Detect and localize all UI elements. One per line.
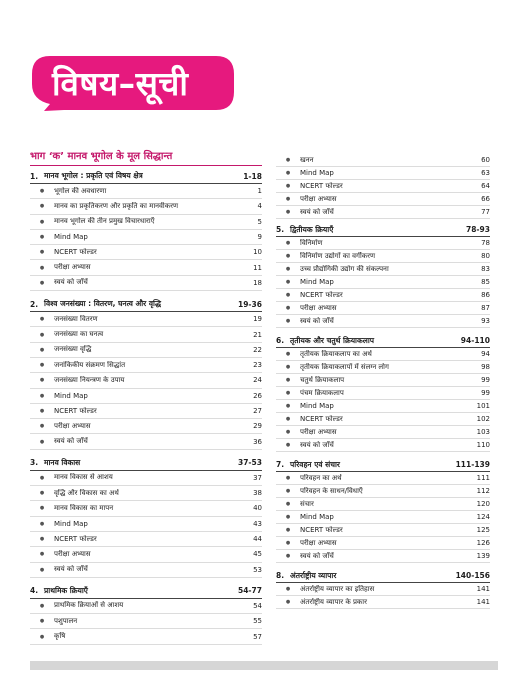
toc-item-page: 36 bbox=[253, 437, 262, 446]
toc-item[interactable] bbox=[30, 215, 262, 230]
bullet-icon: ● bbox=[285, 553, 291, 559]
bullet-icon: ● bbox=[39, 490, 45, 497]
chapter-number: 4. bbox=[30, 586, 39, 596]
chapter-title: मानव विकास bbox=[44, 457, 81, 467]
chapter-heading[interactable] bbox=[30, 169, 262, 184]
toc-item-title: परिवहन के साधन/विधाएँ bbox=[300, 486, 363, 495]
toc-item[interactable] bbox=[30, 343, 262, 358]
bullet-icon: ● bbox=[39, 377, 45, 384]
chapter-title: विश्व जनसंख्या : वितरण, घनत्व और वृद्धि bbox=[44, 299, 161, 309]
part-heading: भाग ‘क’ मानव भूगोल के मूल सिद्धान्त bbox=[30, 148, 262, 166]
bullet-icon: ● bbox=[285, 501, 291, 507]
bullet-icon: ● bbox=[285, 540, 291, 546]
chapter-number: 1. bbox=[30, 171, 39, 181]
toc-item[interactable] bbox=[30, 599, 262, 614]
bullet-icon: ● bbox=[39, 279, 45, 286]
toc-item[interactable] bbox=[276, 250, 490, 263]
bullet-icon: ● bbox=[39, 362, 45, 369]
toc-item[interactable] bbox=[30, 563, 262, 578]
toc-item[interactable] bbox=[30, 532, 262, 547]
toc-item-page: 54 bbox=[253, 601, 262, 610]
toc-item[interactable] bbox=[30, 276, 262, 291]
chapter-heading[interactable] bbox=[276, 334, 490, 348]
chapter-title: द्वितीयक क्रियाएँ bbox=[290, 224, 334, 234]
toc-item-title: मानव का प्रकृतिकरण और प्रकृति का मानवीकरण bbox=[54, 201, 179, 210]
left-column bbox=[30, 148, 262, 651]
toc-item-page: 93 bbox=[481, 317, 490, 325]
toc-item-title: जनसंख्या वृद्धि bbox=[54, 345, 92, 354]
chapter-number: 3. bbox=[30, 458, 39, 468]
chapter-block bbox=[30, 297, 262, 450]
toc-item-page: 94 bbox=[481, 350, 490, 358]
bullet-icon: ● bbox=[285, 364, 291, 370]
toc-item-title: प्राथमिक क्रियाओं से आशय bbox=[54, 601, 124, 610]
toc-item-title: Mind Map bbox=[54, 233, 88, 242]
toc-item[interactable] bbox=[276, 439, 490, 452]
toc-item[interactable] bbox=[30, 245, 262, 260]
toc-item[interactable] bbox=[276, 537, 490, 550]
chapter-block bbox=[276, 334, 490, 452]
right-column bbox=[276, 154, 490, 615]
bullet-icon: ● bbox=[285, 442, 291, 448]
bullet-icon: ● bbox=[285, 266, 291, 272]
bullet-icon: ● bbox=[285, 305, 291, 311]
toc-item[interactable] bbox=[276, 263, 490, 276]
chapter-title: अंतर्राष्ट्रीय व्यापार bbox=[290, 570, 337, 580]
chapter-heading[interactable] bbox=[30, 584, 262, 599]
bullet-icon: ● bbox=[285, 279, 291, 285]
toc-item[interactable] bbox=[30, 517, 262, 532]
toc-item-title: परीक्षा अभ्यास bbox=[300, 538, 337, 547]
toc-item-page: 60 bbox=[481, 156, 490, 164]
toc-item[interactable] bbox=[276, 596, 490, 609]
toc-item-page: 126 bbox=[476, 539, 490, 547]
toc-item-title: संचार bbox=[300, 499, 314, 508]
toc-item-title: वृद्धि और विकास का अर्थ bbox=[54, 488, 119, 497]
toc-item[interactable] bbox=[276, 426, 490, 439]
title-banner bbox=[30, 54, 236, 112]
toc-item[interactable] bbox=[30, 389, 262, 404]
chapter-page-range: 37-53 bbox=[238, 458, 262, 468]
toc-item-page: 99 bbox=[481, 389, 490, 397]
bullet-icon: ● bbox=[285, 475, 291, 481]
toc-item-page: 53 bbox=[253, 565, 262, 574]
toc-item-title: परीक्षा अभ्यास bbox=[300, 303, 337, 312]
toc-item-title: तृतीयक क्रियाकलापों में संलग्न लोग bbox=[300, 362, 389, 371]
toc-item-title: स्वयं को जाँचें bbox=[54, 565, 88, 574]
bullet-icon: ● bbox=[285, 586, 291, 592]
toc-item[interactable] bbox=[276, 193, 490, 206]
toc-item[interactable] bbox=[30, 486, 262, 501]
toc-item-title: NCERT फोल्डर bbox=[300, 414, 343, 423]
toc-item-page: 98 bbox=[481, 363, 490, 371]
toc-item[interactable] bbox=[276, 237, 490, 250]
toc-item-title: परीक्षा अभ्यास bbox=[300, 427, 337, 436]
toc-item-page: 112 bbox=[476, 487, 490, 495]
toc-item-title: NCERT फोल्डर bbox=[54, 247, 97, 256]
toc-item-page: 111 bbox=[476, 474, 490, 482]
bullet-icon: ● bbox=[285, 318, 291, 324]
chapter-block bbox=[30, 169, 262, 291]
toc-item-title: Mind Map bbox=[54, 391, 88, 400]
bullet-icon: ● bbox=[39, 602, 45, 609]
toc-item-page: 139 bbox=[476, 552, 490, 560]
toc-item-title: परीक्षा अभ्यास bbox=[300, 194, 337, 203]
toc-item-page: 55 bbox=[253, 617, 262, 626]
chapter-title: तृतीयक और चतुर्थ क्रियाकलाप bbox=[290, 335, 375, 345]
chapter-block bbox=[276, 223, 490, 328]
bullet-icon: ● bbox=[285, 429, 291, 435]
bullet-icon: ● bbox=[285, 488, 291, 494]
toc-item-page: 80 bbox=[481, 252, 490, 260]
toc-item-title: खनन bbox=[300, 155, 314, 164]
toc-item[interactable] bbox=[30, 471, 262, 486]
toc-item-page: 27 bbox=[253, 407, 262, 415]
toc-item[interactable] bbox=[276, 524, 490, 537]
toc-item-title: Mind Map bbox=[300, 513, 334, 521]
toc-item-title: स्वयं को जाँचें bbox=[300, 316, 334, 325]
toc-item-page: 29 bbox=[253, 422, 262, 431]
bullet-icon: ● bbox=[285, 527, 291, 533]
toc-item-page: 18 bbox=[253, 278, 262, 287]
toc-item-page: 87 bbox=[481, 304, 490, 312]
toc-item[interactable] bbox=[30, 260, 262, 275]
toc-item-title: मानव विकास से आशय bbox=[54, 473, 113, 482]
toc-item-page: 125 bbox=[476, 526, 490, 534]
toc-item-page: 57 bbox=[253, 632, 262, 641]
toc-item[interactable] bbox=[276, 387, 490, 400]
toc-item[interactable] bbox=[30, 312, 262, 327]
bullet-icon: ● bbox=[39, 505, 45, 512]
toc-item-title: परीक्षा अभ्यास bbox=[54, 421, 91, 430]
bullet-icon: ● bbox=[39, 536, 45, 543]
toc-item-page: 86 bbox=[481, 291, 490, 299]
toc-item-title: स्वयं को जाँचें bbox=[300, 440, 334, 449]
toc-item[interactable] bbox=[276, 361, 490, 374]
toc-item-page: 110 bbox=[476, 441, 490, 449]
bullet-icon: ● bbox=[39, 392, 45, 399]
chapter-page-range: 1-18 bbox=[243, 171, 262, 181]
bullet-icon: ● bbox=[39, 423, 45, 430]
bullet-icon: ● bbox=[39, 316, 45, 323]
toc-item-page: 21 bbox=[253, 330, 262, 339]
bullet-icon: ● bbox=[39, 438, 45, 445]
toc-item[interactable] bbox=[30, 614, 262, 629]
chapter-heading[interactable] bbox=[30, 456, 262, 471]
toc-item-page: 66 bbox=[481, 195, 490, 203]
toc-item-page: 26 bbox=[253, 391, 262, 400]
bullet-icon: ● bbox=[39, 566, 45, 573]
toc-item-title: Mind Map bbox=[54, 519, 88, 528]
bullet-icon: ● bbox=[285, 196, 291, 202]
toc-item-title: NCERT फोल्डर bbox=[54, 406, 97, 415]
toc-item-page: 5 bbox=[257, 217, 262, 226]
toc-item-page: 37 bbox=[253, 473, 262, 482]
bullet-icon: ● bbox=[39, 331, 45, 338]
toc-item-page: 101 bbox=[476, 402, 490, 410]
bullet-icon: ● bbox=[285, 209, 291, 215]
toc-item-page: 23 bbox=[253, 361, 262, 370]
toc-item-title: जनसंख्या वितरण bbox=[54, 314, 98, 323]
bullet-icon: ● bbox=[39, 618, 45, 625]
chapter-number: 2. bbox=[30, 299, 39, 309]
bullet-icon: ● bbox=[39, 633, 45, 640]
bullet-icon: ● bbox=[39, 551, 45, 558]
toc-item[interactable] bbox=[276, 167, 490, 180]
toc-item[interactable] bbox=[30, 358, 262, 373]
bullet-icon: ● bbox=[39, 188, 45, 195]
toc-item-page: 40 bbox=[253, 504, 262, 513]
toc-item-title: परीक्षा अभ्यास bbox=[54, 263, 91, 272]
bullet-icon: ● bbox=[39, 218, 45, 225]
toc-item[interactable] bbox=[276, 485, 490, 498]
toc-item[interactable] bbox=[276, 550, 490, 563]
bullet-icon: ● bbox=[285, 514, 291, 520]
left-chapter-list bbox=[30, 169, 262, 645]
chapter-number: 6. bbox=[276, 336, 285, 345]
footer-bar bbox=[30, 661, 498, 670]
bullet-icon: ● bbox=[285, 599, 291, 605]
toc-item[interactable] bbox=[276, 154, 490, 167]
toc-item[interactable] bbox=[276, 180, 490, 193]
chapter-block bbox=[30, 584, 262, 645]
toc-item[interactable] bbox=[276, 276, 490, 289]
chapter-heading[interactable] bbox=[276, 569, 490, 583]
right-chapter-list bbox=[276, 223, 490, 609]
chapter-page-range: 78-93 bbox=[466, 225, 490, 234]
toc-item-page: 120 bbox=[476, 500, 490, 508]
toc-item-title: स्वयं को जाँचें bbox=[300, 207, 334, 216]
toc-item-title: परीक्षा अभ्यास bbox=[54, 549, 91, 558]
toc-item-title: मानव भूगोल की तीन प्रमुख विचारधाराएँ bbox=[54, 217, 155, 226]
bullet-icon: ● bbox=[285, 390, 291, 396]
toc-item[interactable] bbox=[276, 315, 490, 328]
toc-item-page: 9 bbox=[257, 233, 262, 242]
toc-item-page: 124 bbox=[476, 513, 490, 521]
bullet-icon: ● bbox=[39, 346, 45, 353]
toc-item-title: स्वयं को जाँचें bbox=[300, 551, 334, 560]
toc-item-title: चतुर्थ क्रियाकलाप bbox=[300, 375, 345, 384]
toc-item-title: NCERT फोल्डर bbox=[300, 525, 343, 534]
bullet-icon: ● bbox=[39, 408, 45, 414]
toc-item-page: 77 bbox=[481, 208, 490, 216]
toc-item[interactable] bbox=[30, 547, 262, 562]
bullet-icon: ● bbox=[39, 234, 45, 241]
bullet-icon: ● bbox=[39, 203, 45, 210]
toc-item-title: Mind Map bbox=[300, 402, 334, 410]
toc-item-title: जनसंख्या का घनत्व bbox=[54, 330, 104, 339]
toc-item-title: स्वयं को जाँचें bbox=[54, 278, 88, 287]
toc-item-page: 64 bbox=[481, 182, 490, 190]
toc-item[interactable] bbox=[30, 373, 262, 388]
toc-item-title: NCERT फोल्डर bbox=[300, 290, 343, 299]
toc-item-page: 11 bbox=[253, 263, 262, 272]
bullet-icon: ● bbox=[285, 292, 291, 298]
toc-item-page: 10 bbox=[253, 248, 262, 257]
toc-item-title: परिवहन का अर्थ bbox=[300, 473, 342, 482]
toc-item-title: अंतर्राष्ट्रीय व्यापार के प्रकार bbox=[300, 597, 367, 606]
toc-item[interactable] bbox=[276, 498, 490, 511]
toc-item-page: 103 bbox=[476, 428, 490, 436]
page-title: विषय–सूची bbox=[52, 64, 189, 103]
toc-item[interactable] bbox=[276, 472, 490, 485]
toc-item-page: 102 bbox=[476, 415, 490, 423]
chapter-block bbox=[30, 456, 262, 578]
toc-item-title: NCERT फोल्डर bbox=[54, 534, 97, 543]
toc-item-page: 83 bbox=[481, 265, 490, 273]
toc-item[interactable] bbox=[276, 400, 490, 413]
toc-item-title: अंतर्राष्ट्रीय व्यापार का इतिहास bbox=[300, 584, 375, 593]
toc-item-title: स्वयं को जाँचें bbox=[54, 437, 88, 446]
chapter-page-range: 140-156 bbox=[455, 571, 490, 580]
chapter-page-range: 94-110 bbox=[460, 336, 490, 345]
toc-item-page: 85 bbox=[481, 278, 490, 286]
toc-item-title: विनिर्माण उद्योगों का वर्गीकरण bbox=[300, 251, 376, 260]
chapter-title: परिवहन एवं संचार bbox=[290, 459, 340, 469]
toc-item-page: 19 bbox=[253, 315, 262, 324]
toc-item-page: 22 bbox=[253, 345, 262, 354]
bullet-icon: ● bbox=[285, 351, 291, 357]
toc-item-title: भूगोल की अवधारणा bbox=[54, 186, 107, 195]
bullet-icon: ● bbox=[285, 170, 291, 176]
toc-item[interactable] bbox=[30, 629, 262, 644]
toc-item[interactable] bbox=[276, 583, 490, 596]
toc-item-page: 44 bbox=[253, 535, 262, 544]
bullet-icon: ● bbox=[285, 377, 291, 383]
bullet-icon: ● bbox=[39, 520, 45, 527]
chapter-title: मानव भूगोल : प्रकृति एवं विषय क्षेत्र bbox=[44, 171, 143, 180]
toc-item-page: 141 bbox=[476, 585, 490, 593]
toc-item[interactable] bbox=[30, 404, 262, 419]
chapter-number: 7. bbox=[276, 460, 285, 469]
chapter-heading[interactable] bbox=[30, 297, 262, 312]
toc-item-title: पशुपालन bbox=[54, 616, 78, 625]
toc-item[interactable] bbox=[30, 501, 262, 516]
chapter-number: 8. bbox=[276, 571, 285, 580]
bullet-icon: ● bbox=[39, 249, 45, 256]
chapter-page-range: 111-139 bbox=[455, 460, 490, 469]
toc-item[interactable] bbox=[276, 302, 490, 315]
toc-item-title: विनिर्माण bbox=[300, 238, 323, 247]
toc-item-page: 43 bbox=[253, 519, 262, 528]
toc-item-page: 99 bbox=[481, 376, 490, 384]
chapter-block bbox=[276, 458, 490, 563]
toc-item-page: 24 bbox=[253, 376, 262, 385]
toc-item-title: तृतीयक क्रियाकलाप का अर्थ bbox=[300, 349, 372, 358]
toc-item-page: 63 bbox=[481, 169, 490, 177]
chapter-number: 5. bbox=[276, 225, 285, 234]
toc-item-title: Mind Map bbox=[300, 169, 334, 177]
toc-item-page: 78 bbox=[481, 239, 490, 247]
toc-item[interactable] bbox=[30, 434, 262, 449]
toc-item-title: जनांकिकीय संक्रमण सिद्धांत bbox=[54, 360, 126, 369]
bullet-icon: ● bbox=[285, 183, 291, 189]
toc-item[interactable] bbox=[30, 419, 262, 434]
toc-item[interactable] bbox=[276, 289, 490, 302]
toc-item-page: 141 bbox=[476, 598, 490, 606]
toc-item-page: 1 bbox=[257, 187, 262, 196]
chapter-heading[interactable] bbox=[276, 458, 490, 472]
bullet-icon: ● bbox=[285, 403, 291, 409]
bullet-icon: ● bbox=[39, 474, 45, 481]
bullet-icon: ● bbox=[39, 264, 45, 271]
toc-item[interactable] bbox=[276, 413, 490, 426]
bullet-icon: ● bbox=[285, 416, 291, 422]
chapter-block bbox=[276, 569, 490, 609]
toc-item[interactable] bbox=[30, 327, 262, 342]
toc-item[interactable] bbox=[30, 199, 262, 214]
toc-item-title: NCERT फोल्डर bbox=[300, 181, 343, 190]
toc-item[interactable] bbox=[276, 374, 490, 387]
bullet-icon: ● bbox=[285, 157, 291, 163]
chapter-page-range: 54-77 bbox=[238, 586, 262, 596]
toc-item-page: 4 bbox=[257, 202, 262, 211]
chapter-page-range: 19-36 bbox=[238, 299, 262, 309]
toc-item-title: उच्च प्रौद्योगिकी उद्योग की संकल्पना bbox=[300, 264, 389, 273]
bullet-icon: ● bbox=[285, 253, 291, 259]
continued-chapter-items bbox=[276, 154, 490, 219]
toc-item[interactable] bbox=[276, 348, 490, 361]
chapter-title: प्राथमिक क्रियाएँ bbox=[44, 585, 88, 595]
toc-item[interactable] bbox=[276, 206, 490, 219]
toc-item-page: 45 bbox=[253, 550, 262, 559]
toc-item-title: मानव विकास का मापन bbox=[54, 503, 114, 512]
toc-item[interactable] bbox=[30, 184, 262, 199]
toc-item-page: 38 bbox=[253, 489, 262, 498]
toc-item-title: पंचम क्रियाकलाप bbox=[300, 388, 344, 397]
toc-item-title: कृषि bbox=[54, 632, 66, 641]
toc-item-title: Mind Map bbox=[300, 278, 334, 286]
bullet-icon: ● bbox=[285, 240, 291, 246]
toc-item[interactable] bbox=[30, 230, 262, 245]
toc-item[interactable] bbox=[276, 511, 490, 524]
toc-item-title: जनसंख्या नियन्त्रण के उपाय bbox=[54, 375, 125, 384]
chapter-heading[interactable] bbox=[276, 223, 490, 237]
